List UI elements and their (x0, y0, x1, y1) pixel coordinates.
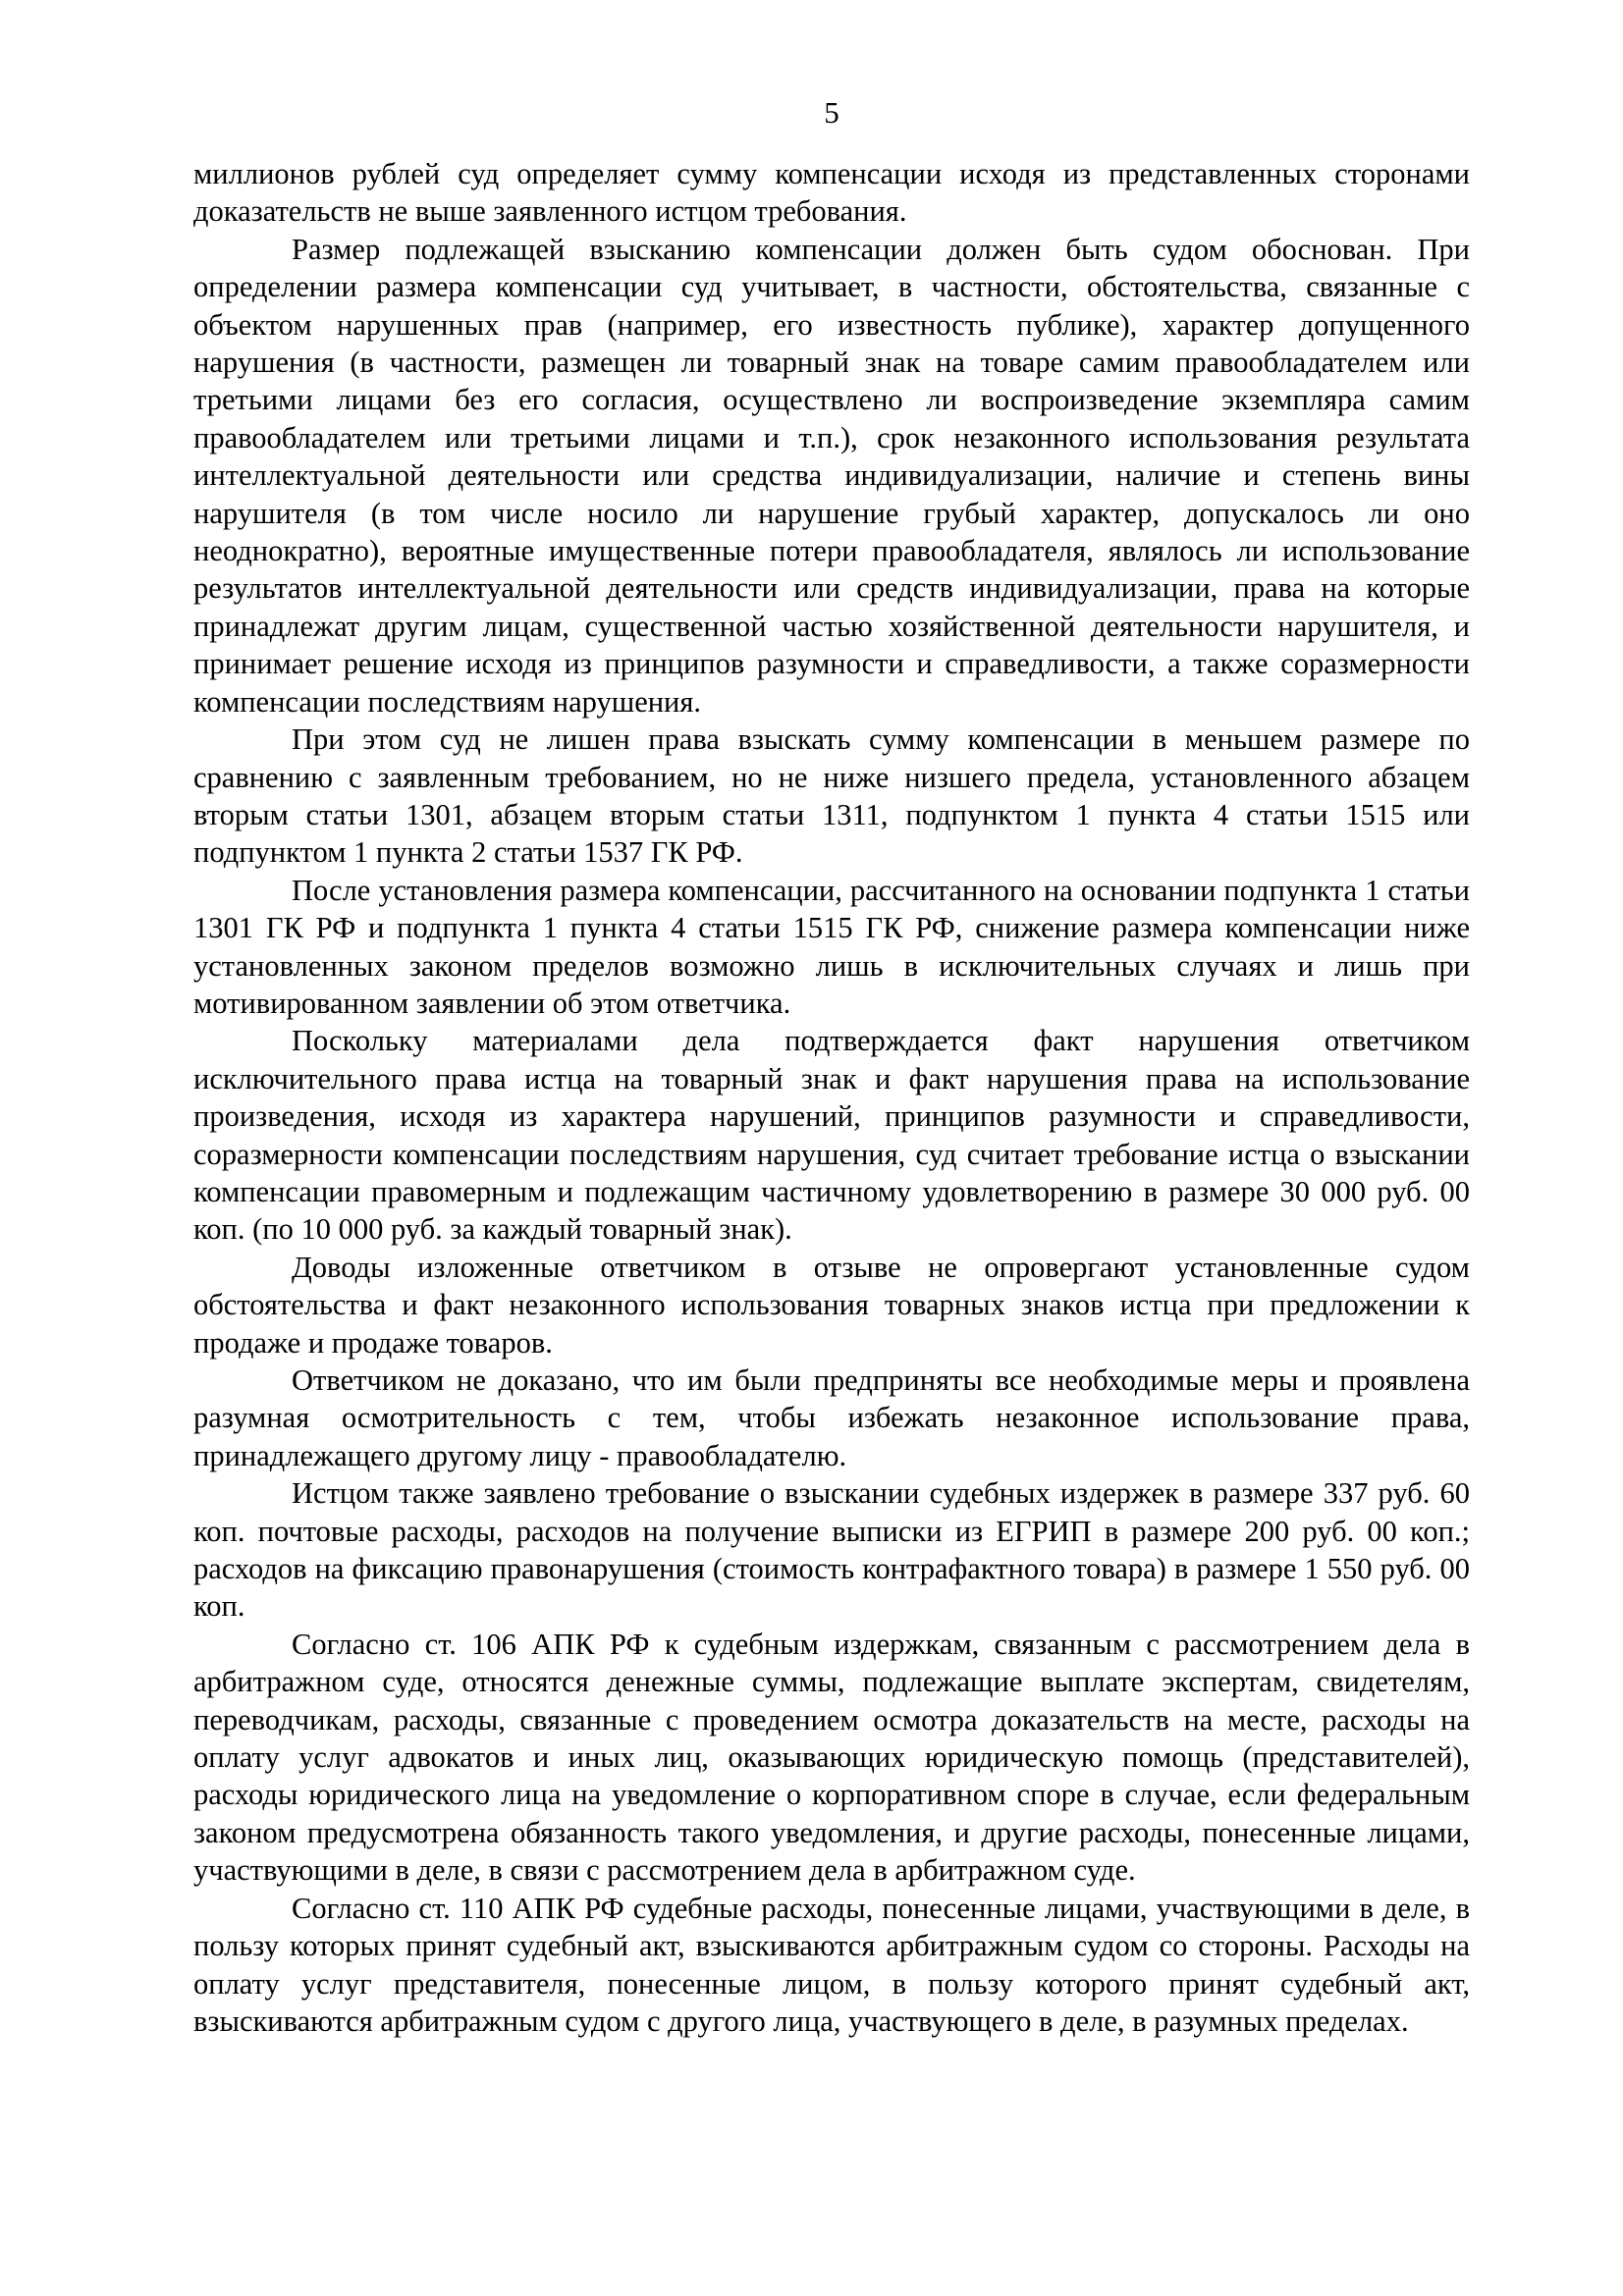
paragraph: Истцом также заявлено требование о взыскании судебных издержек в размере 337 руб. 60 коп. почтовые расходы, расходов на получение выписки из ЕГРИП в размере 200 руб. 00 коп.; расходов на фиксацию правонарушения (стоимость контрафактного товара) в размере 1 550 руб. 00 коп. (193, 1476, 1470, 1624)
paragraph: Доводы изложенные ответчиком в отзыве не опровергают установленные судом обстоятельства и факт незаконного использования товарных знаков истца при предложении к продаже и продаже товаров. (193, 1250, 1470, 1360)
page-number: 5 (824, 95, 839, 130)
paragraph: Размер подлежащей взысканию компенсации должен быть судом обоснован. При определении размера компенсации суд учитывает, в частности, обстоятельства, связанные с объектом нарушенных прав (например, его известность публике), характер допущенного нарушения (в частности, размещен ли товарный знак на товаре самим правообладателем или третьими лицами без его согласия, осуществлено ли воспроизведение экземпляра самим правообладателем или третьими лицами и т.п.), срок незаконного использования результата интеллектуальной деятельности или средства индивидуализации, наличие и степень вины нарушителя (в том числе носило ли нарушение грубый характер, допускалось ли оно неоднократно), вероятные имущественные потери правообладателя, являлось ли использование результатов интеллектуальной деятельности или средств индивидуализации, права на которые принадлежат другим лицам, существенной частью хозяйственной деятельности нарушителя, и принимает решение исходя из принципов разумности и справедливости, а также соразмерности компенсации последствиям нарушения. (193, 232, 1470, 719)
paragraph: При этом суд не лишен права взыскать сумму компенсации в меньшем размере по сравнению с заявленным требованием, но не ниже низшего предела, установленного абзацем вторым статьи 1301, абзацем вторым статьи 1311, подпунктом 1 пункта 4 статьи 1515 или подпунктом 1 пункта 2 статьи 1537 ГК РФ. (193, 722, 1470, 870)
paragraph: миллионов рублей суд определяет сумму компенсации исходя из представленных сторонами доказательств не выше заявленного истцом требования. (193, 157, 1470, 229)
paragraph: Поскольку материалами дела подтверждается факт нарушения ответчиком исключительного права истца на товарный знак и факт нарушения права на использование произведения, исходя из характера нарушений, принципов разумности и справедливости, соразмерности компенсации последствиям нарушения, суд считает требование истца о взыскании компенсации правомерным и подлежащим частичному удовлетворению в размере 30 000 руб. 00 коп. (по 10 000 руб. за каждый товарный знак). (193, 1024, 1470, 1247)
document-body (193, 155, 1470, 2040)
paragraph: Согласно ст. 110 АПК РФ судебные расходы, понесенные лицами, участвующими в деле, в пользу которых принят судебный акт, взыскиваются арбитражным судом со стороны. Расходы на оплату услуг представителя, понесенные лицом, в пользу которого принят судебный акт, взыскиваются арбитражным судом с другого лица, участвующего в деле, в разумных пределах. (193, 1891, 1470, 2038)
paragraph: Ответчиком не доказано, что им были предприняты все необходимые меры и проявлена разумная осмотрительность с тем, чтобы избежать незаконное использование права, принадлежащего другому лицу - правообладателю. (193, 1363, 1470, 1472)
paragraph: После установления размера компенсации, рассчитанного на основании подпункта 1 статьи 1301 ГК РФ и подпункта 1 пункта 4 статьи 1515 ГК РФ, снижение размера компенсации ниже установленных законом пределов возможно лишь в исключительных случаях и лишь при мотивированном заявлении об этом ответчика. (193, 873, 1470, 1020)
paragraph: Согласно ст. 106 АПК РФ к судебным издержкам, связанным с рассмотрением дела в арбитражном суде, относятся денежные суммы, подлежащие выплате экспертам, свидетелям, переводчикам, расходы, связанные с проведением осмотра доказательств на месте, расходы на оплату услуг адвокатов и иных лиц, оказывающих юридическую помощь (представителей), расходы юридического лица на уведомление о корпоративном споре в случае, если федеральным законом предусмотрена обязанность такого уведомления, и другие расходы, понесенные лицами, участвующими в деле, в связи с рассмотрением дела в арбитражном суде. (193, 1627, 1470, 1888)
